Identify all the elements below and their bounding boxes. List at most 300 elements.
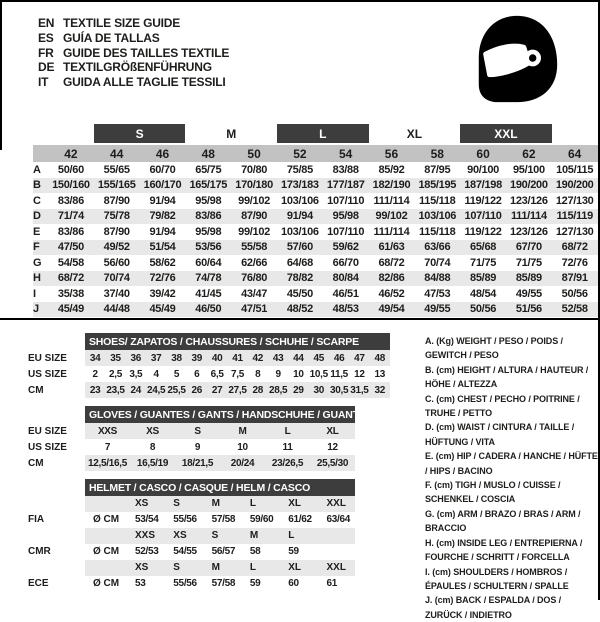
size-value: 160/170 bbox=[143, 179, 182, 192]
helmet-size-label: M bbox=[249, 530, 259, 542]
column-header: 46 bbox=[155, 146, 170, 161]
size-group-label: L bbox=[277, 124, 369, 143]
size-value: 55/58 bbox=[241, 241, 268, 254]
size-value: 63/66 bbox=[424, 241, 451, 254]
helmet-size-value: 53/54 bbox=[135, 514, 159, 526]
size-value: 49/55 bbox=[515, 287, 542, 300]
shoes-size-value: 11,5 bbox=[330, 368, 348, 380]
size-value: 105/115 bbox=[556, 163, 594, 176]
shoes-size-value: 29 bbox=[293, 384, 304, 396]
guide-title: TEXTILGRÖßENFÜHRUNG bbox=[63, 60, 212, 75]
column-header: 48 bbox=[201, 146, 215, 161]
size-value: 68/72 bbox=[57, 272, 84, 285]
helmet-size-label: XXL bbox=[326, 562, 346, 574]
size-value: 46/52 bbox=[378, 287, 405, 300]
legend-item: D. (cm) WAIST / CINTURA / TAILLE / HÜFTUNG / VITA bbox=[425, 422, 575, 447]
gloves-table-title: GLOVES / GUANTES / GANTS / HANDSCHUHE / GUANTI bbox=[85, 406, 355, 423]
size-value: 103/106 bbox=[281, 194, 319, 207]
gloves-size-value: 11 bbox=[282, 441, 293, 453]
shoes-size-value: 24 bbox=[130, 384, 142, 396]
size-value: 103/106 bbox=[281, 225, 319, 238]
shoes-size-value: 46 bbox=[333, 352, 345, 364]
measurement-row-values bbox=[48, 179, 598, 191]
shoes-size-value: 39 bbox=[191, 352, 203, 364]
size-value: 91/94 bbox=[286, 210, 313, 223]
language-title-block bbox=[38, 16, 229, 90]
page-border-left bbox=[0, 0, 2, 150]
size-value: 83/86 bbox=[195, 210, 222, 223]
size-value: 87/90 bbox=[241, 210, 268, 223]
helmet-standard-section bbox=[28, 528, 355, 560]
column-header: 54 bbox=[339, 146, 353, 161]
size-value: 115/118 bbox=[419, 194, 456, 207]
helmet-size-label: S bbox=[173, 562, 180, 574]
shoes-size-value: 13 bbox=[374, 368, 386, 380]
legend-item: E. (cm) HIP / CADERA / HANCHE / HÜFTE / HIPS / BACINO bbox=[425, 451, 598, 476]
helmet-size-value: 55/56 bbox=[173, 514, 197, 526]
shoes-size-value: 28 bbox=[252, 384, 264, 396]
shoes-size-value: 27,5 bbox=[228, 384, 247, 396]
size-value: 123/126 bbox=[510, 194, 548, 207]
measurement-row-label: E bbox=[33, 225, 41, 238]
shoes-row-values bbox=[85, 382, 390, 398]
helmet-size-label: XS bbox=[135, 562, 149, 574]
size-value: 67/70 bbox=[515, 241, 542, 254]
helmet-size-value: 59 bbox=[288, 546, 299, 558]
measurement-row-values bbox=[48, 288, 598, 300]
measurement-row-values bbox=[48, 195, 598, 207]
shoes-size-value: 4 bbox=[153, 368, 159, 380]
language-row bbox=[38, 60, 229, 75]
measurement-row-values bbox=[48, 303, 598, 315]
helmet-standard-label: CMR bbox=[28, 546, 51, 558]
gloves-size-value: L bbox=[284, 425, 291, 437]
shoes-size-value: 41 bbox=[232, 352, 243, 364]
shoes-size-value: 35 bbox=[110, 352, 121, 364]
size-value: 165/175 bbox=[189, 179, 228, 192]
helmet-size-value: 59 bbox=[249, 578, 261, 590]
gloves-size-value: 16,5/19 bbox=[136, 457, 169, 469]
helmet-size-value bbox=[316, 546, 354, 557]
size-value: 48/52 bbox=[286, 303, 313, 316]
gloves-size-value: 23/26,5 bbox=[271, 457, 304, 469]
size-value: 70/74 bbox=[103, 272, 130, 285]
legend-item: I. (cm) SHOULDERS / HOMBROS / ÉPAULES / SCHULTERN / SPALLE bbox=[425, 566, 569, 591]
size-value: 65/75 bbox=[195, 163, 222, 176]
size-value: 66/70 bbox=[332, 256, 359, 269]
measurement-row-label: G bbox=[33, 256, 42, 269]
language-code: EN bbox=[38, 16, 55, 30]
guide-title: TEXTILE SIZE GUIDE bbox=[63, 16, 181, 30]
size-value: 119/122 bbox=[464, 225, 502, 238]
size-value: 82/86 bbox=[378, 272, 405, 285]
guide-title: GUIDA ALLE TAGLIE TESSILI bbox=[63, 75, 226, 90]
shoes-size-value: 30 bbox=[313, 384, 325, 396]
language-row bbox=[38, 31, 229, 46]
helmet-size-label-row bbox=[28, 528, 355, 544]
helmet-size-label: L bbox=[249, 562, 256, 574]
size-value: 50/56 bbox=[470, 303, 497, 316]
shoes-table-title: SHOES/ ZAPATOS / CHAUSSURES / SCHUHE / SCARPE bbox=[85, 333, 390, 350]
size-group-label bbox=[48, 124, 94, 143]
size-value: 48/53 bbox=[332, 303, 359, 316]
size-value: 43/47 bbox=[241, 287, 268, 300]
size-group-label: M bbox=[226, 126, 237, 141]
shoes-table-row bbox=[28, 382, 390, 398]
shoes-size-value: 24,5 bbox=[147, 384, 166, 396]
shoes-table-row bbox=[28, 350, 390, 366]
helmet-size-label: M bbox=[211, 498, 220, 510]
size-value: 44/48 bbox=[103, 303, 130, 316]
helmet-value-row bbox=[28, 544, 355, 561]
shoes-size-value: 23,5 bbox=[106, 384, 125, 396]
shoes-size-value: 6,5 bbox=[210, 368, 224, 380]
size-value: 53/56 bbox=[195, 241, 222, 254]
size-value: 56/60 bbox=[103, 256, 130, 269]
helmet-size-value: 56/57 bbox=[211, 546, 236, 558]
gloves-size-value: S bbox=[194, 425, 201, 437]
shoes-size-value: 3,5 bbox=[129, 368, 143, 380]
column-header: 56 bbox=[384, 146, 399, 161]
gloves-size-value: XS bbox=[146, 425, 159, 437]
gloves-size-value: 12 bbox=[327, 441, 338, 453]
size-value: 84/88 bbox=[424, 272, 451, 285]
size-value: 127/130 bbox=[555, 225, 594, 238]
size-value: 75/85 bbox=[286, 163, 313, 176]
size-value: 75/78 bbox=[103, 210, 130, 223]
gloves-row-label: CM bbox=[28, 457, 44, 469]
size-value: 85/89 bbox=[515, 272, 542, 285]
size-value: 35/38 bbox=[57, 287, 84, 300]
gloves-size-value: 9 bbox=[194, 441, 201, 453]
measurement-legend bbox=[425, 334, 598, 622]
size-table-row bbox=[33, 224, 598, 240]
size-value: 65/68 bbox=[470, 241, 497, 254]
gloves-table-body bbox=[28, 423, 355, 471]
measurement-row-label: A bbox=[33, 163, 41, 176]
helmet-table-body bbox=[28, 496, 355, 592]
size-value: 45/49 bbox=[57, 303, 84, 316]
size-value: 111/114 bbox=[373, 194, 410, 207]
shoes-size-value: 27 bbox=[211, 384, 223, 396]
helmet-size-value: 57/58 bbox=[211, 578, 236, 590]
size-table-row bbox=[33, 255, 598, 271]
helmet-size-value: 58 bbox=[249, 546, 261, 558]
shoes-size-value: 42 bbox=[252, 352, 264, 364]
size-value: 85/89 bbox=[470, 272, 497, 285]
shoes-size-value: 6 bbox=[194, 368, 200, 380]
helmet-size-value: 54/55 bbox=[173, 546, 197, 558]
helmet-size-value: 57/58 bbox=[211, 514, 236, 526]
size-table-row bbox=[33, 286, 598, 302]
size-table-row bbox=[33, 240, 598, 256]
shoes-size-value: 23 bbox=[89, 384, 101, 396]
size-value: 62/66 bbox=[241, 256, 268, 269]
page-border-top bbox=[0, 0, 600, 2]
shoes-size-value: 9 bbox=[275, 368, 281, 380]
size-group-label: S bbox=[94, 124, 186, 143]
size-value: 95/100 bbox=[512, 163, 545, 176]
shoes-size-value: 30,5 bbox=[329, 384, 349, 396]
size-value: 79/82 bbox=[149, 210, 176, 223]
size-value: 48/54 bbox=[470, 287, 497, 300]
helmet-value-row bbox=[28, 576, 355, 593]
size-value: 58/62 bbox=[149, 256, 176, 269]
size-value: 45/50 bbox=[286, 287, 313, 300]
size-value: 72/76 bbox=[561, 256, 588, 269]
language-row bbox=[38, 75, 229, 90]
measurement-row-label: F bbox=[33, 241, 40, 254]
size-value: 50/60 bbox=[57, 163, 84, 176]
size-table-row bbox=[33, 162, 598, 178]
column-header: 60 bbox=[476, 146, 490, 161]
size-value: 173/183 bbox=[281, 179, 319, 192]
legend-item: J. (cm) BACK / ESPALDA / DOS / ZURÜCK / INDIETRO bbox=[425, 595, 562, 620]
gloves-table-row bbox=[28, 423, 355, 439]
gloves-size-value: XL bbox=[326, 425, 339, 437]
size-value: 190/200 bbox=[555, 179, 594, 192]
size-value: 72/76 bbox=[149, 272, 176, 285]
helmet-size-label: XS bbox=[173, 530, 187, 542]
legend-item: G. (cm) ARM / BRAZO / BRAS / ARM / BRACCIO bbox=[425, 508, 581, 534]
legend-item: B. (cm) HEIGHT / ALTURA / HAUTEUR / HÖHE / ALTEZZA bbox=[425, 364, 589, 390]
measurement-row-label: I bbox=[33, 287, 36, 300]
shoes-row-label: CM bbox=[28, 384, 44, 396]
size-group-header-row bbox=[33, 124, 598, 145]
size-group-label bbox=[552, 124, 598, 143]
size-value: 71/75 bbox=[470, 256, 497, 269]
helmet-size-label: XL bbox=[288, 498, 301, 510]
size-value: 49/52 bbox=[103, 241, 130, 254]
shoes-row-label: US SIZE bbox=[28, 368, 67, 380]
helmet-size-table bbox=[28, 479, 355, 592]
size-value: 55/65 bbox=[103, 163, 130, 176]
size-value: 185/195 bbox=[418, 179, 457, 192]
shoes-table-body bbox=[28, 350, 390, 398]
size-value: 70/80 bbox=[241, 163, 268, 176]
shoes-size-value: 26 bbox=[191, 384, 203, 396]
column-header: 44 bbox=[110, 146, 124, 161]
shoes-size-value: 8 bbox=[255, 368, 261, 380]
size-value: 111/114 bbox=[510, 210, 547, 223]
size-value: 95/98 bbox=[332, 210, 359, 223]
gloves-row-values bbox=[85, 423, 355, 439]
gloves-row-values bbox=[85, 439, 355, 455]
gloves-size-value: 7 bbox=[104, 441, 111, 453]
size-value: 61/63 bbox=[378, 241, 405, 254]
language-code: FR bbox=[38, 45, 54, 60]
size-table-row bbox=[33, 193, 598, 209]
size-value: 107/110 bbox=[327, 194, 365, 207]
size-value: 68/72 bbox=[561, 241, 588, 254]
column-header: 42 bbox=[64, 146, 78, 161]
language-code: DE bbox=[38, 60, 55, 75]
size-value: 76/80 bbox=[241, 272, 268, 285]
shoes-size-value: 38 bbox=[171, 352, 182, 364]
helmet-size-label: S bbox=[173, 498, 180, 510]
gloves-row-label: EU SIZE bbox=[28, 425, 67, 437]
column-header: 58 bbox=[430, 146, 444, 161]
size-value: 87/90 bbox=[103, 225, 130, 238]
size-value: 47/51 bbox=[241, 303, 268, 316]
shoes-size-value: 2 bbox=[92, 368, 98, 380]
shoes-size-value: 32 bbox=[374, 384, 386, 396]
size-value: 59/62 bbox=[332, 241, 359, 254]
helmet-unit-label: Ø CM bbox=[93, 514, 120, 526]
shoes-size-value: 25,5 bbox=[167, 384, 186, 396]
size-value: 87/90 bbox=[103, 194, 130, 207]
legend-item: F. (cm) TIGH / MUSLO / CUISSE / SCHENKEL / COSCIA bbox=[425, 480, 561, 505]
size-value: 150/160 bbox=[52, 179, 90, 192]
measurement-row-values bbox=[48, 241, 598, 253]
size-value: 60/70 bbox=[149, 163, 176, 176]
guide-title: GUÍA DE TALLAS bbox=[63, 30, 160, 45]
helmet-size-label: L bbox=[288, 530, 295, 542]
size-value: 80/84 bbox=[332, 272, 359, 285]
section-divider bbox=[0, 318, 600, 320]
measurement-row-values bbox=[48, 226, 598, 238]
size-value: 37/40 bbox=[103, 287, 130, 300]
helmet-size-label bbox=[316, 530, 354, 541]
shoes-size-value: 47 bbox=[354, 352, 365, 364]
size-value: 49/54 bbox=[378, 303, 405, 316]
measurement-row-values bbox=[48, 257, 598, 269]
size-value: 95/98 bbox=[195, 225, 222, 238]
size-value: 46/51 bbox=[332, 287, 359, 300]
gloves-size-value: 10 bbox=[237, 441, 248, 453]
helmet-size-label-row bbox=[28, 496, 355, 512]
gloves-size-table bbox=[28, 406, 362, 471]
guide-title: GUIDE DES TAILLES TEXTILE bbox=[63, 45, 230, 60]
size-value: 115/119 bbox=[556, 210, 593, 223]
shoes-size-value: 37 bbox=[150, 352, 162, 364]
legend-item: C. (cm) CHEST / PECHO / POITRINE / TRUHE / PETTO bbox=[425, 393, 580, 419]
size-value: 45/49 bbox=[149, 303, 176, 316]
measurement-row-values bbox=[48, 272, 598, 284]
size-table-row bbox=[33, 271, 598, 287]
helmet-table-title: HELMET / CASCO / CASQUE / HELM / CASCO bbox=[85, 479, 355, 496]
column-header: 64 bbox=[567, 146, 582, 161]
gloves-size-value: M bbox=[238, 425, 247, 437]
shoes-size-value: 12 bbox=[354, 368, 365, 380]
helmet-size-value: 61/62 bbox=[288, 514, 312, 526]
helmet-size-value: 52/53 bbox=[135, 546, 159, 558]
gloves-size-value: 18/21,5 bbox=[181, 457, 214, 469]
size-value: 71/75 bbox=[515, 256, 542, 269]
gloves-row-label: US SIZE bbox=[28, 441, 67, 453]
size-value: 51/56 bbox=[515, 303, 542, 316]
size-value: 54/58 bbox=[57, 256, 84, 269]
measurement-row-label: J bbox=[33, 303, 39, 316]
helmet-size-label: XXS bbox=[135, 530, 156, 542]
helmet-standard-section bbox=[28, 560, 355, 592]
language-row bbox=[38, 16, 229, 31]
helmet-standard-label: FIA bbox=[28, 514, 45, 526]
helmet-standard-section bbox=[28, 496, 355, 528]
size-value: 107/110 bbox=[464, 210, 502, 223]
shoes-row-values bbox=[85, 366, 390, 382]
legend-item: H. (cm) INSIDE LEG / ENTREPIERNA / FOURCHE / SCHRITT / FORCELLA bbox=[425, 537, 583, 563]
size-value: 68/72 bbox=[378, 256, 405, 269]
gloves-size-value: XXS bbox=[97, 425, 118, 437]
size-value: 52/58 bbox=[561, 303, 588, 316]
shoes-size-value: 28,5 bbox=[268, 384, 288, 396]
language-row bbox=[38, 46, 229, 61]
size-value: 71/74 bbox=[57, 210, 84, 223]
size-value: 115/118 bbox=[419, 225, 456, 238]
shoes-size-table bbox=[28, 333, 390, 398]
gloves-size-value: 8 bbox=[149, 441, 156, 453]
size-value: 103/106 bbox=[418, 210, 457, 223]
size-value: 91/94 bbox=[149, 194, 176, 207]
language-code: IT bbox=[38, 75, 49, 90]
size-value: 99/102 bbox=[238, 225, 271, 238]
size-value: 83/86 bbox=[57, 194, 84, 207]
size-value: 91/94 bbox=[149, 225, 176, 238]
helmet-size-value: 61 bbox=[326, 578, 338, 590]
helmet-size-value: 59/60 bbox=[249, 514, 274, 526]
size-value: 170/180 bbox=[235, 179, 273, 192]
column-header: 62 bbox=[522, 146, 536, 161]
size-value: 182/190 bbox=[372, 179, 411, 192]
size-value: 155/165 bbox=[97, 179, 136, 192]
shoes-size-value: 36 bbox=[130, 352, 142, 364]
shoes-size-value: 2,5 bbox=[108, 368, 122, 380]
helmet-size-label: L bbox=[249, 498, 256, 510]
helmet-size-label: XXL bbox=[326, 498, 346, 510]
size-table-row bbox=[33, 178, 598, 194]
size-value: 60/64 bbox=[195, 256, 222, 269]
size-value: 99/102 bbox=[238, 194, 271, 207]
size-value: 187/198 bbox=[464, 179, 502, 192]
size-value: 111/114 bbox=[373, 225, 410, 238]
size-value: 83/88 bbox=[332, 163, 359, 176]
size-value: 107/110 bbox=[327, 225, 365, 238]
size-value: 70/74 bbox=[424, 256, 451, 269]
measurement-row-label: H bbox=[33, 272, 41, 285]
measurement-row-values bbox=[48, 210, 598, 222]
language-code: ES bbox=[38, 30, 54, 45]
numeric-size-header-row bbox=[33, 145, 598, 162]
size-value: 47/53 bbox=[424, 287, 451, 300]
shoes-size-value: 44 bbox=[293, 352, 304, 364]
size-table-body bbox=[33, 162, 598, 317]
helmet-size-label-row bbox=[28, 560, 355, 576]
size-table-row bbox=[33, 209, 598, 225]
column-header: 50 bbox=[247, 146, 261, 161]
size-value: 90/100 bbox=[467, 163, 499, 176]
helmet-icon bbox=[468, 8, 566, 108]
size-value: 119/122 bbox=[464, 194, 502, 207]
size-value: 78/82 bbox=[286, 272, 313, 285]
helmet-size-value: 55/56 bbox=[173, 578, 197, 590]
size-value: 51/54 bbox=[149, 241, 176, 254]
shoes-size-value: 10,5 bbox=[309, 368, 328, 380]
size-value: 74/78 bbox=[195, 272, 222, 285]
size-value: 95/98 bbox=[195, 194, 222, 207]
size-value: 57/60 bbox=[286, 241, 313, 254]
shoes-size-value: 31,5 bbox=[350, 384, 369, 396]
size-value: 64/68 bbox=[286, 256, 313, 269]
gloves-size-value: 20/24 bbox=[230, 457, 255, 469]
helmet-size-band bbox=[85, 560, 355, 576]
size-group-label: XXL bbox=[460, 124, 552, 143]
helmet-unit-label: Ø CM bbox=[93, 578, 120, 590]
size-value: 47/50 bbox=[57, 241, 84, 254]
size-value: 127/130 bbox=[555, 194, 594, 207]
size-value: 83/86 bbox=[57, 225, 84, 238]
gloves-row-values bbox=[85, 455, 355, 471]
